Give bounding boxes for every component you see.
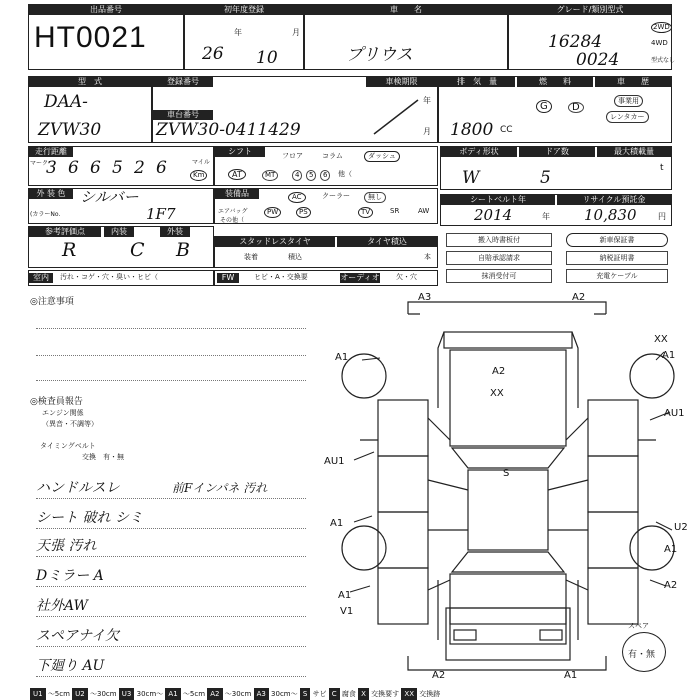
history-business: 事業用	[614, 95, 643, 107]
note-line	[36, 498, 306, 499]
shift-5: 5	[306, 170, 316, 181]
legend-item: XX 交換跡	[401, 690, 440, 698]
recycle-unit: 円	[658, 212, 666, 221]
note-line	[36, 616, 306, 617]
lot-number: HT0021	[34, 21, 147, 54]
capacity-label: 最大積載量	[597, 147, 671, 157]
note-line	[36, 380, 306, 381]
shift-6: 6	[320, 170, 330, 181]
shift-label: シフト	[215, 147, 265, 157]
note-line	[36, 586, 306, 587]
exterior-value: B	[176, 239, 190, 261]
chassis-value: ZVW30-0411429	[156, 120, 301, 140]
damage-mark: A2	[572, 292, 586, 303]
model-value: DAA-	[44, 92, 88, 112]
equip-pw: PW	[264, 207, 281, 218]
interior-value: C	[130, 239, 145, 261]
inspect-year: 年	[423, 96, 431, 105]
belt-year: 2014	[474, 206, 513, 224]
inspector-title: ◎検査員報告	[30, 397, 83, 407]
caution-title: ◎注意事項	[30, 297, 74, 307]
spare-label: スペア	[628, 622, 649, 630]
inspect-label: 車検期限	[366, 77, 437, 87]
drive-unknown: 型式なし	[651, 57, 676, 64]
color-label: 外 装 色	[29, 189, 73, 199]
ref-label: 参考評価点	[29, 227, 101, 237]
first-reg-month: 10	[256, 48, 278, 68]
legend-bar	[30, 688, 700, 700]
mileage-digit: 5	[112, 158, 123, 178]
mileage-km: Km	[190, 170, 207, 181]
room-label: 室内	[29, 273, 53, 283]
damage-mark: XX	[490, 388, 504, 399]
history-rental: レンタカー	[606, 111, 649, 123]
mileage-digit: 3	[46, 158, 57, 178]
inspector-note: 下廻り AU	[36, 658, 105, 674]
legend-item: U3 30cm～	[119, 690, 163, 698]
fuel-label: 燃 料	[517, 77, 593, 87]
grade-line2: 0024	[576, 50, 620, 70]
damage-mark: A1	[662, 350, 676, 361]
fw-label: FW	[217, 273, 239, 283]
shift-other: 他（	[338, 170, 352, 178]
fw-text: ヒビ・A・交換要	[254, 273, 308, 281]
shift-column: コラム	[322, 152, 343, 160]
equip-none: 無し	[364, 192, 386, 203]
legend-item: A2 ～30cm	[207, 690, 251, 698]
inspector-note: 社外AW	[36, 598, 88, 614]
inspector-note: 天張 汚れ	[36, 538, 97, 554]
note-line	[36, 646, 306, 647]
chassis-label: 車台番号	[153, 110, 213, 120]
doc-item: 納税証明書	[566, 251, 668, 265]
equip-cooler: クーラー	[322, 192, 350, 200]
disp-unit: CC	[500, 125, 513, 135]
timing-label: タイミングベルト	[40, 442, 96, 450]
damage-mark: S	[503, 468, 510, 479]
belt-label: シートベルト年	[441, 195, 555, 205]
damage-mark: A1	[338, 590, 352, 601]
mileage-digit: 6	[90, 158, 101, 178]
shift-floor: フロア	[282, 152, 303, 160]
fuel-g: G	[536, 100, 552, 113]
belt-unit: 年	[542, 212, 550, 221]
note-line	[36, 528, 306, 529]
interior-label: 内装	[104, 227, 134, 237]
first-reg-month-unit: 月	[292, 28, 300, 37]
note-line	[36, 355, 306, 356]
drive-4wd: 4WD	[651, 39, 668, 47]
doc-item-circled: 新車保証書	[566, 233, 668, 247]
inspector-note: シート 破れ シミ	[36, 510, 143, 526]
damage-mark: V1	[340, 606, 354, 617]
grade-line1: 16284	[548, 32, 603, 52]
grade-label: グレード/類別型式	[509, 5, 671, 15]
model-label: 型 式	[29, 77, 151, 87]
equip-aw: AW	[418, 207, 430, 215]
mileage-unit: マイル	[192, 159, 210, 166]
disp-label: 排 気 量	[439, 77, 515, 87]
mileage-mark: マーク	[30, 160, 49, 167]
doors-value: 5	[540, 168, 551, 188]
damage-mark: XX	[654, 334, 668, 345]
audio-text: 欠・穴	[396, 273, 417, 281]
tire-label: タイヤ積込	[337, 237, 437, 247]
legend-item: S サビ	[300, 690, 327, 698]
tire-unit: 本	[424, 253, 431, 261]
exterior-label: 外装	[160, 227, 190, 237]
engine-label: エンジン関係	[42, 409, 84, 417]
inspector-note: スペアナイ欠	[36, 628, 120, 644]
disp-value: 1800	[450, 120, 494, 140]
damage-mark: U2	[674, 522, 688, 533]
doors-label: ドア数	[519, 147, 595, 157]
body-label: ボディ形状	[441, 147, 517, 157]
damage-mark: A2	[432, 670, 446, 681]
damage-mark: A2	[492, 366, 506, 377]
equip-ps: PS	[296, 207, 311, 218]
color-value: シルバー	[80, 188, 139, 206]
equip-other: その他（	[220, 217, 245, 224]
inspector-note: Dミラー A	[36, 568, 104, 584]
first-reg-year-unit: 年	[234, 28, 242, 37]
fuel-d: D	[568, 102, 584, 113]
recycle-label: リサイクル預託金	[557, 195, 671, 205]
shift-4: 4	[292, 170, 302, 181]
legend-item: C 腐食	[329, 690, 356, 698]
legend-item: U1 ～5cm	[30, 690, 70, 698]
inspector-note: ハンドルスレ	[36, 480, 120, 496]
doc-item: 充電ケーブル	[566, 269, 668, 283]
equip-ac: AC	[288, 192, 306, 203]
ref-value: R	[62, 239, 77, 261]
mileage-digits	[46, 158, 178, 182]
legend-item: A1 ～5cm	[165, 690, 205, 698]
car-name-label: 車 名	[305, 5, 507, 15]
doc-item: 搬入時書板付	[446, 233, 552, 247]
damage-mark: A3	[418, 292, 432, 303]
equip-label: 装備品	[215, 189, 259, 199]
damage-mark: A1	[335, 352, 349, 363]
spare-text: 有・無	[628, 650, 656, 660]
color-code: 1F7	[146, 205, 176, 223]
mileage-digit: 6	[156, 158, 167, 178]
body-value: W	[462, 168, 480, 188]
color-sub-label: (カラーNo.	[30, 211, 61, 218]
model-code: ZVW30	[38, 120, 102, 140]
mileage-label: 走行距離	[29, 147, 73, 157]
legend-item: X 交換要す	[358, 690, 399, 698]
shift-dash: ダッシュ	[364, 151, 400, 162]
equip-sr: SR	[390, 207, 400, 215]
mileage-digit: 2	[134, 158, 145, 178]
mileage-digit: 6	[68, 158, 79, 178]
car-name: プリウス	[346, 45, 413, 65]
capacity-unit: t	[660, 163, 664, 173]
damage-mark: AU1	[664, 408, 685, 419]
note-line	[36, 676, 306, 677]
legend-item: U2 ～30cm	[72, 690, 116, 698]
history-label: 車 歴	[595, 77, 671, 87]
studless-load: 積込	[288, 253, 302, 261]
room-text: 汚れ・コゲ・穴・臭い・ヒビ（	[60, 273, 158, 281]
shift-at: AT	[228, 169, 246, 180]
equip-tv: TV	[358, 207, 373, 218]
damage-mark: AU1	[324, 456, 345, 467]
note-line	[36, 328, 306, 329]
studless-label: スタッドレスタイヤ	[215, 237, 335, 247]
note-line	[36, 556, 306, 557]
recycle-value: 10,830	[584, 206, 637, 224]
shift-mt: MT	[262, 170, 278, 181]
inspect-month: 月	[423, 127, 431, 136]
inspector-note-extra: 前Fインパネ 汚れ	[172, 481, 268, 495]
first-reg-label: 初年度登録	[185, 5, 303, 15]
inspect-strike	[372, 94, 422, 138]
audio-label: オーディオ	[340, 273, 380, 282]
timing-sub: 交換 有・無	[82, 453, 124, 461]
legend-item: A3 30cm～	[254, 690, 298, 698]
equip-airbag: エアバッグ	[218, 208, 248, 215]
doc-item: 自賠承認請求	[446, 251, 552, 265]
lot-label: 出品番号	[29, 5, 183, 15]
damage-mark: A1	[330, 518, 344, 529]
damage-mark: A1	[564, 670, 578, 681]
reg-no-label: 登録番号	[153, 77, 213, 87]
doc-item: 抹消受付可	[446, 269, 552, 283]
drive-2wd: 2WD	[653, 23, 670, 31]
damage-mark: A1	[664, 544, 678, 555]
damage-mark: A2	[664, 580, 678, 591]
studless-mount: 装着	[244, 253, 258, 261]
first-reg-year: 26	[202, 44, 224, 64]
engine-sub: （異音・不調等）	[42, 420, 98, 428]
